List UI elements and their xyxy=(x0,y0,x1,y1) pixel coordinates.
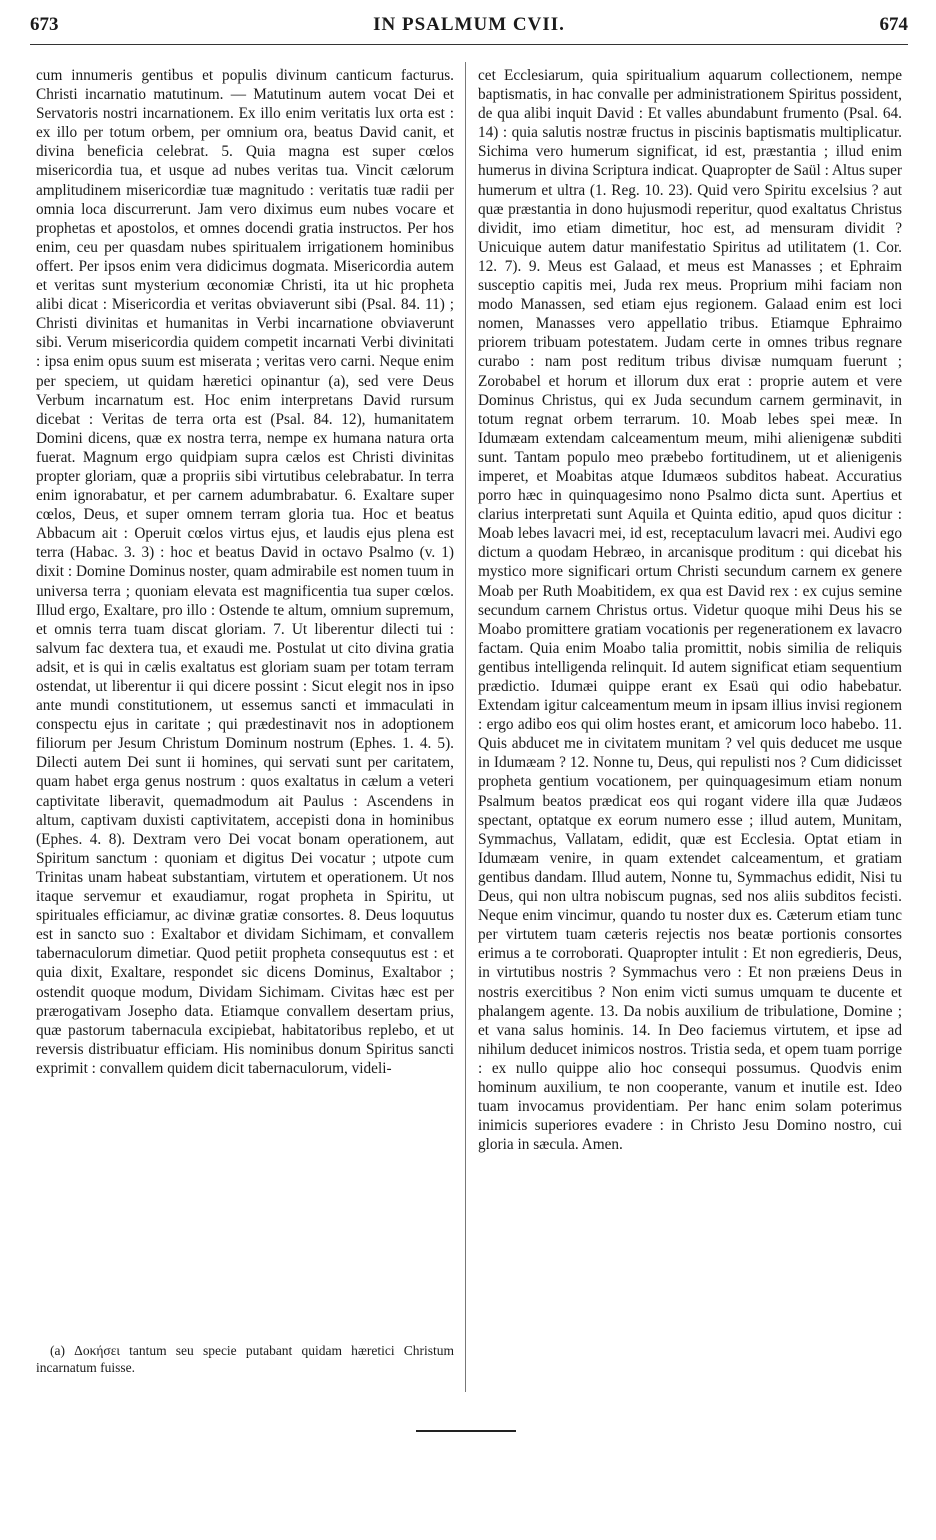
left-column xyxy=(36,66,454,1078)
running-title: IN PSALMUM CVII. xyxy=(373,14,565,35)
column-divider xyxy=(465,62,466,1392)
bottom-rule xyxy=(416,1430,516,1432)
right-column-number: 674 xyxy=(879,14,908,35)
left-column-number: 673 xyxy=(30,14,59,35)
header-rule xyxy=(30,44,908,45)
running-head xyxy=(30,14,908,44)
left-column-text: cum innumeris gentibus et populis divinum canticum facturus. Christi incarnatio matutinum. — Matutinum autem vocat Dei et Servatoris nostri incarnationem. Ex illo enim veritatis lux orta est : ex illo per totum orbem, per omnium ora, beatus David canit, et divina beneficia celebrat. 5. Quia magna est super cœlos misericordia tua, et usque ad nubes veritas tua. Vincit cælorum amplitudinem misericordiæ tuæ magnitudo : veritatis tuæ radii per omnia loca discurrerunt. Jam vero diximus eum nubes vocare et prophetas et apostolos, et omnes docendi gratia instructos. Per hos enim, ceu per quasdam nubes spiritualem irrigationem hominibus offert. Per ipsos enim vera didicimus dogmata. Misericordia autem et veritas sunt mysterium œconomiæ Christi, ita ut hic propheta alibi dicat : Misericordia et veritas obviaverunt sibi (Psal. 84. 11) ; Christi divinitas et humanitas in Verbi incarnatione obviaverunt sibi. Verum misericordia quidem competit incarnati Verbi divinitati : ipsa enim opus suum est miserata ; veritas vero carni. Neque enim per speciem, ut quidam hæretici opinantur (a), sed vere Deus Verbum incarnatum est. Hoc enim interpretans David rursum dicebat : Veritas de terra orta est (Psal. 84. 12), humanitatem Domini dicens, quæ ex nostra terra, nempe ex humana natura orta fuerat. Magnum ergo quidpiam supra cælos est Christi divinitas propter gloriam, quæ a propriis sibi virtutibus celebrabatur. In terra enim ignorabatur, et per carnem adumbrabatur. 6. Exaltare super cœlos, Deus, et super omnem terram gloria tua. Hoc et beatus Abbacum ait : Operuit cœlos virtus ejus, et laudis ejus plena est terra (Habac. 3. 3) : hoc et beatus David in octavo Psalmo (v. 1) dixit : Domine Dominus noster, quam admirabile est nomen tuum in universa terra ; quoniam elevata est magnificentia tua super cœlos. Illud ergo, Exaltare, pro illo : Ostende te altum, omnium supremum, et omnis terra tuam discat gloriam. 7. Ut liberentur dilecti tui : salvum fac dextera tua, et exaudi me. Postulat ut cito divina gratia adsit, et is qui in cælis exaltatus est gloriam suam per totam terram ostendat, ut liberentur ii qui dicere possint : Sicut elegit nos in ipso ante mundi constitutionem, ut essemus sancti et immaculati in conspectu ejus in caritate ; qui prædestinavit nos in adoptionem filiorum per Jesum Christum Dominum nostrum (Ephes. 1. 4. 5). Dilecti autem Dei sunt ii homines, qui servati sunt per caritatem, quam habet erga genus nostrum : quos exaltatus in cælum a veteri captivitate liberavit, quemadmodum ait Paulus : Ascendens in altum, captivam duxisti captivitatem, accepisti dona in hominibus (Ephes. 4. 8). Dextram vero Dei vocat bonam operationem, aut Spiritum sanctum : quoniam et digitus Dei vocatur ; utpote cum Trinitas unam habeat substantiam, virtutem et operationem. Ut nos itaque servemur et exaudiamur, rogat propheta in Spiritu, ut spirituales efficiamur, ac divinæ gratiæ consortes. 8. Deus loquutus est in sancto suo : Exaltabor et dividam Sichimam, et convallem tabernaculorum dimetiar. Quod petiit propheta consequutus est : et quia dixit, Exaltare, respondet sic dicens Dominus, Exaltabor ; ostendit quoque modum, Dividam Sichimam. Civitas hæc est per prærogativam Josepho data. Etiamque convallem desertam prius, quæ pastorum tabernacula excipiebat, habitatoribus replebo, et ut reversis distribuatur efficiam. His nominibus donum Spiritus sancti exprimit : convallem quidem dicit tabernaculorum, videli- xyxy=(36,67,454,1077)
footnote: (a) Δοκήσει tantum seu specie putabant quidam hæretici Christum incarnatum fuisse. xyxy=(36,1343,454,1375)
right-column xyxy=(478,66,902,1154)
right-column-text: cet Ecclesiarum, quia spiritualium aquarum collectionem, nempe baptismatis, in hac convalle per administrationem Spiritus possident, de qua alibi inquit David : Et valles abundabunt frumento (Psal. 64. 14) : quia salutis nostræ fructus in piscinis baptismatis multiplicatur. Sichima vero humerum significat, id est, præstantia ; illud enim humerus in divina Scriptura indicat. Quapropter de Saül : Altus super humerum et ultra (1. Reg. 10. 23). Quid vero Spiritu excelsius ? aut quæ præstantia in dono hujusmodi reperitur, quod exaltatus Christus dividit, imo etiam dimetitur, hoc est, ad mensuram dividit ? Unicuique autem datur manifestatio Spiritus ad utilitatem (1. Cor. 12. 7). 9. Meus est Galaad, et meus est Manasses ; et Ephraim susceptio capitis mei, Juda rex meus. Proprium mihi faciam non modo Manassen, sed etiam ejus regionem. Galaad enim est loci nomen, Manasses vero appellatio tribus. Etiamque Ephraimo priorem tribuam potestatem. Judam certe in omnes tribus regnare curabo : nam post reditum tribus divisæ numquam fuerunt ; Zorobabel et horum et illorum dux erat : proprie autem et vere Dominus Christus, qui ex Juda secundum carnem germinavit, in totum regnat orbem terrarum. 10. Moab lebes spei meæ. In Idumæam extendam calceamentum meum, mihi alienigenæ subditi sunt. Tantam populo meo præbebo fortitudinem, ut et alienigenis imperet, et Moabitas atque Idumæos subditos habeat. Accuratius porro hæc in quinquagesimo nono Psalmo dicta sunt. Apertius et clarius interpretati sunt Aquila et Quinta editio, apud quos dicitur : Moab lebes lavacri mei, id est, receptaculum lavacri mei. Audivi ego dictum a quodam Hebræo, in arcanisque proditum : qui dicebat his mystico more significari ortum Christi secundum carnem ex genere Moab per Ruth Moabitidem, ex qua est David rex : ex cujus semine secundum carnem Christus ortus. Videtur quoque mihi Deus his se Moabo promittere gratiam vocationis per regenerationem ex lavacro factam. Quia enim Moabo talia promittit, nobis similia de reliquis gentibus intelligenda relinquit. Id autem significat etiam sequentium prædictio. Idumæi quippe erant ex Esaü qui odio habebatur. Extendam igitur calceamentum meum in ipsam illius invisi regionem : ergo adibo eos qui olim hostes erant, et amicorum loco habebo. 11. Quis abducet me in civitatem munitam ? vel quis deducet me usque in Idumæam ? 12. Nonne tu, Deus, qui repulisti nos ? Cum didicisset propheta gentium vocationem, per quinquagesimum etiam nonum Psalmum beatos prædicat eos qui rogant videre illa quæ Judæos spectant, optatque ex eorum numero esse ; illud autem, Munitam, Symmachus, Vallatam, edidit, quæ est Ecclesia. Optat etiam in Idumæam venire, in quam extendet calceamentum, et gratiam gentibus dandam. Illud autem, Nonne tu, Symmachus edidit, Nisi tu Deus, qui non ultra nobiscum pugnas, sed nos aliis subditos fecisti. Neque enim vincimur, quando tu noster dux es. Cæterum etiam tunc per virtutem tuam cæteris rejectis nos beatæ portionis consortes erimus a te corroborati. Quapropter intulit : Et non egredieris, Deus, in virtutibus nostris ? Symmachus vero : Et non præiens Deus in nostris exercitibus ? Non enim victi sumus umquam te ducente et phalangem agente. 13. Da nobis auxilium de tribulatione, Domine ; et vana salus hominis. 14. In Deo faciemus virtutem, et ipse ad nihilum deducet inimicos nostros. Tristia seda, et opem tuam porrige : ex nullo quippe alio hoc consequi possumus. Quodvis enim hominum auxilium, te non cooperante, vanum et inutile est. Ideo tuam invocamus providentiam. Per hanc enim solam poterimus inimicis superiores evadere : in Christo Jesu Domino nostro, cui gloria in sæcula. Amen. xyxy=(478,67,902,1154)
